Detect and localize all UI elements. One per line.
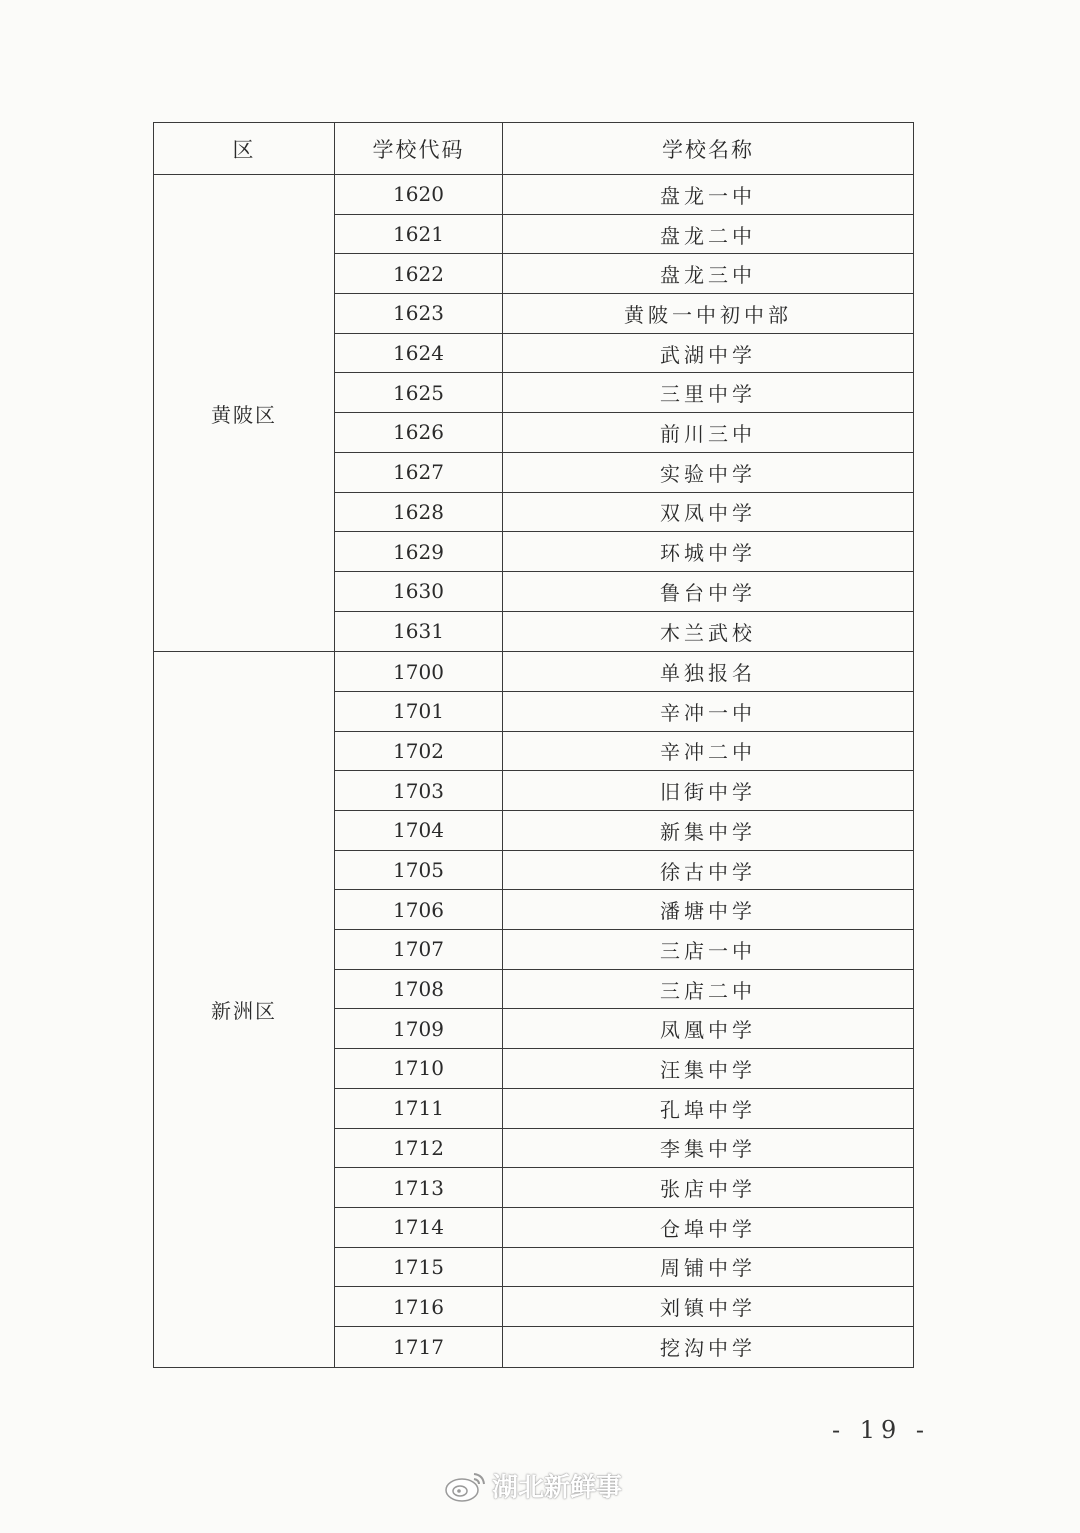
- district-group: [154, 652, 913, 1366]
- school-name-cell: 木兰武校: [660, 620, 756, 645]
- school-name-cell: 三里中学: [660, 382, 756, 407]
- district-cell: 黄陂区: [154, 175, 335, 651]
- school-name-cell: 徐古中学: [660, 859, 756, 884]
- table-row: [335, 453, 913, 493]
- school-code-cell: 1715: [335, 1248, 503, 1287]
- school-code-cell: 1701: [335, 692, 503, 731]
- school-code-cell: 1717: [335, 1327, 503, 1367]
- school-code-cell: 1627: [335, 453, 503, 492]
- table-row: [335, 493, 913, 533]
- school-code-cell: 1626: [335, 413, 503, 452]
- school-code-cell: 1702: [335, 732, 503, 771]
- table-body: [154, 175, 913, 1367]
- school-name-cell: 周铺中学: [660, 1256, 756, 1281]
- page-number: - 19 -: [832, 1416, 931, 1444]
- school-code-cell: 1629: [335, 532, 503, 571]
- school-name-cell: 新集中学: [660, 819, 756, 844]
- table-row: [335, 294, 913, 334]
- school-code-cell: 1710: [335, 1049, 503, 1088]
- school-name-cell: 盘龙三中: [660, 263, 756, 288]
- district-rows: [335, 175, 913, 651]
- school-name-cell: 挖沟中学: [660, 1336, 756, 1361]
- school-code-cell: 1705: [335, 851, 503, 890]
- school-name-cell: 潘塘中学: [660, 899, 756, 924]
- school-name-cell: 盘龙二中: [660, 223, 756, 248]
- table-row: [335, 970, 913, 1010]
- table-row: [335, 1168, 913, 1208]
- table-row: [335, 1248, 913, 1288]
- table-row: [335, 1327, 913, 1367]
- header-school-name: 学校名称: [662, 137, 754, 162]
- school-name-cell: 鲁台中学: [660, 580, 756, 605]
- table-row: [335, 930, 913, 970]
- school-code-cell: 1631: [335, 612, 503, 652]
- table-row: [335, 1287, 913, 1327]
- district-group: [154, 175, 913, 652]
- table-header-row: [154, 123, 913, 175]
- school-name-cell: 凤凰中学: [660, 1018, 756, 1043]
- school-code-cell: 1625: [335, 373, 503, 412]
- table-row: [335, 1089, 913, 1129]
- school-code-cell: 1620: [335, 175, 503, 214]
- school-name-cell: 李集中学: [660, 1137, 756, 1162]
- school-code-cell: 1706: [335, 890, 503, 929]
- school-name-cell: 孔埠中学: [660, 1097, 756, 1122]
- header-district: 区: [154, 123, 335, 174]
- school-code-table: [153, 122, 914, 1368]
- table-row: [335, 1009, 913, 1049]
- school-code-cell: 1621: [335, 215, 503, 254]
- school-name-cell: 单独报名: [660, 661, 756, 686]
- school-name-cell: 张店中学: [660, 1177, 756, 1202]
- header-school-code: 学校代码: [335, 123, 503, 174]
- school-code-cell: 1716: [335, 1287, 503, 1326]
- school-name-cell: 汪集中学: [660, 1057, 756, 1082]
- school-name-cell: 实验中学: [660, 461, 756, 486]
- table-row: [335, 1208, 913, 1248]
- table-row: [335, 890, 913, 930]
- table-row: [335, 175, 913, 215]
- table-row: [335, 413, 913, 453]
- school-code-cell: 1712: [335, 1129, 503, 1168]
- school-code-cell: 1624: [335, 334, 503, 373]
- school-name-cell: 辛冲二中: [660, 740, 756, 765]
- watermark: [444, 1467, 622, 1504]
- table-row: [335, 254, 913, 294]
- school-name-cell: 三店二中: [660, 978, 756, 1003]
- watermark-text: 湖北新鲜事: [492, 1473, 623, 1503]
- school-code-cell: 1630: [335, 572, 503, 611]
- school-code-cell: 1714: [335, 1208, 503, 1247]
- table-row: [335, 732, 913, 772]
- school-code-cell: 1623: [335, 294, 503, 333]
- school-name-cell: 旧街中学: [660, 780, 756, 805]
- table-row: [335, 652, 913, 692]
- table-row: [335, 692, 913, 732]
- school-name-cell: 刘镇中学: [660, 1296, 756, 1321]
- table-row: [335, 1049, 913, 1089]
- school-name-cell: 黄陂一中初中部: [624, 302, 792, 327]
- weibo-icon: [444, 1468, 488, 1504]
- table-row: [335, 215, 913, 255]
- table-row: [335, 572, 913, 612]
- school-code-cell: 1703: [335, 771, 503, 810]
- table-row: [335, 851, 913, 891]
- school-code-cell: 1707: [335, 930, 503, 969]
- district-cell: 新洲区: [154, 652, 335, 1366]
- school-code-cell: 1711: [335, 1089, 503, 1128]
- school-code-cell: 1622: [335, 254, 503, 293]
- school-code-cell: 1708: [335, 970, 503, 1009]
- table-row: [335, 612, 913, 652]
- school-code-cell: 1628: [335, 493, 503, 532]
- table-row: [335, 373, 913, 413]
- table-row: [335, 532, 913, 572]
- school-name-cell: 盘龙一中: [660, 183, 756, 208]
- school-name-cell: 前川三中: [660, 421, 756, 446]
- table-row: [335, 334, 913, 374]
- school-name-cell: 三店一中: [660, 938, 756, 963]
- school-code-cell: 1713: [335, 1168, 503, 1207]
- school-code-cell: 1700: [335, 652, 503, 691]
- school-code-cell: 1704: [335, 811, 503, 850]
- table-row: [335, 771, 913, 811]
- district-rows: [335, 652, 913, 1366]
- school-code-cell: 1709: [335, 1009, 503, 1048]
- table-row: [335, 1129, 913, 1169]
- school-name-cell: 环城中学: [660, 541, 756, 566]
- table-row: [335, 811, 913, 851]
- school-name-cell: 双凤中学: [660, 501, 756, 526]
- school-name-cell: 武湖中学: [660, 342, 756, 367]
- school-name-cell: 仓埠中学: [660, 1216, 756, 1241]
- school-name-cell: 辛冲一中: [660, 700, 756, 725]
